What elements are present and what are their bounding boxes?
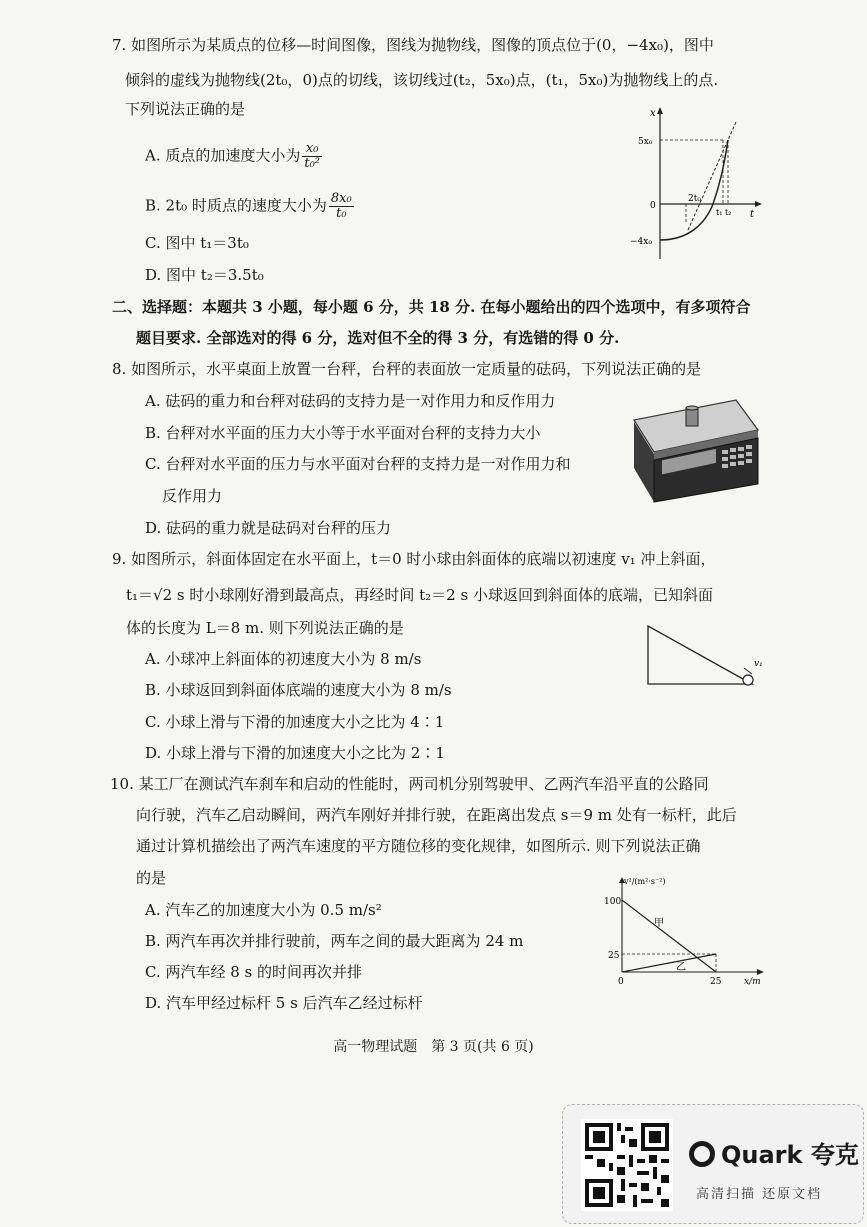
q7-option-b-fraction xyxy=(329,192,354,221)
velocity-arrow xyxy=(744,668,752,674)
quark-brand xyxy=(689,1135,859,1170)
qr-code-icon xyxy=(581,1119,673,1211)
q9-stem-line3: 体的长度为 L＝8 m. 则下列说法正确的是 xyxy=(126,619,404,637)
label-t1-t2: t₁ t₂ xyxy=(716,208,732,217)
q8-scale-image xyxy=(626,392,760,504)
q10-option-b: B. 两汽车再次并排行驶前，两车之间的最大距离为 24 m xyxy=(145,932,524,950)
q9-option-d: D. 小球上滑与下滑的加速度大小之比为 2∶1 xyxy=(145,744,445,762)
q9-option-c: C. 小球上滑与下滑的加速度大小之比为 4∶1 xyxy=(145,713,445,731)
t-axis-label: t xyxy=(750,209,755,220)
section2-heading-line2: 题目要求. 全部选对的得 6 分，选对但不全的得 3 分，有选错的得 0 分. xyxy=(136,329,620,347)
label-2t0: 2t₀ xyxy=(688,194,701,204)
q8-option-a: A. 砝码的重力和台秤对砝码的支持力是一对作用力和反作用力 xyxy=(145,392,556,410)
weight-top xyxy=(686,406,698,410)
q8-option-d: D. 砝码的重力就是砝码对台秤的压力 xyxy=(145,519,392,537)
q9-stem-line1: 9. 如图所示，斜面体固定在水平面上，t＝0 时小球由斜面体的底端以初速度 v₁ 冲上斜面， xyxy=(112,550,716,568)
line-yi xyxy=(622,954,716,972)
quark-brand-text: Quark 夸克 xyxy=(721,1141,859,1169)
incline-triangle xyxy=(648,626,752,684)
label-yi: 乙 xyxy=(676,962,686,973)
q10-stem-line3: 通过计算机描绘出了两汽车速度的平方随位移的变化规律，如图所示. 则下列说法正确 xyxy=(136,837,701,855)
q8-option-c-line1: C. 台秤对水平面的压力与水平面对台秤的支持力是一对作用力和 xyxy=(145,455,571,473)
q8-option-b: B. 台秤对水平面的压力大小等于水平面对台秤的支持力大小 xyxy=(145,424,541,442)
q7-stem-line1: 7. 如图所示为某质点的位移—时间图像，图线为抛物线，图像的顶点位于(0，−4x₀)，图中 xyxy=(112,36,714,54)
ball xyxy=(743,675,753,685)
q9-stem-line2: t₁＝√2 s 时小球刚好滑到最高点，再经时间 t₂＝2 s 小球返回到斜面体的底端，已知斜面 xyxy=(126,586,713,604)
label-origin: 0 xyxy=(650,201,656,211)
q7-option-a xyxy=(145,142,322,171)
frac-numerator: 8x₀ xyxy=(330,191,352,206)
q7-option-b xyxy=(145,192,354,221)
frac-denominator: t₀² xyxy=(304,156,321,171)
label-jia: 甲 xyxy=(654,918,664,929)
frac-denominator: t₀ xyxy=(336,206,347,221)
label-5x0: 5x₀ xyxy=(638,137,653,147)
q7-option-d: D. 图中 t₂＝3.5t₀ xyxy=(145,266,264,284)
q9-incline-figure xyxy=(644,622,766,688)
q8-option-c-line2: 反作用力 xyxy=(162,487,223,505)
line-jia xyxy=(622,900,716,972)
parabola-curve xyxy=(660,140,728,240)
frac-numerator: x₀ xyxy=(302,142,322,157)
q10-stem-line1: 10. 某工厂在测试汽车刹车和启动的性能时，两司机分别驾驶甲、乙两汽车沿平直的公路同 xyxy=(110,775,709,793)
xlabel: x/m xyxy=(744,977,761,987)
tick-0: 0 xyxy=(618,977,624,987)
page-footer: 高一物理试题 第 3 页(共 6 页) xyxy=(333,1039,534,1055)
section2-heading-line1: 二、选择题：本题共 3 小题，每小题 6 分，共 18 分. 在每小题给出的四个选项中，有多项符合 xyxy=(112,298,751,316)
q10-v2x-graph xyxy=(600,872,772,990)
q7-stem-line3: 下列说法正确的是 xyxy=(125,100,246,118)
q10-option-d: D. 汽车甲经过标杆 5 s 后汽车乙经过标杆 xyxy=(145,994,423,1012)
tick-100: 100 xyxy=(604,897,622,907)
quark-tagline: 高清扫描 还原文档 xyxy=(696,1187,823,1202)
q9-option-a: A. 小球冲上斜面体的初速度大小为 8 m/s xyxy=(145,650,422,668)
x-axis-arrow xyxy=(657,107,663,114)
quark-watermark xyxy=(562,1104,864,1224)
ylabel: v²/(m²·s⁻²) xyxy=(624,877,666,886)
q7-option-a-fraction xyxy=(302,142,322,171)
x-axis-label: x xyxy=(650,108,656,119)
q7-option-a-text: A. 质点的加速度大小为 xyxy=(145,146,301,165)
q7-xt-graph xyxy=(628,104,768,266)
q7-option-c: C. 图中 t₁＝3t₀ xyxy=(145,234,249,252)
quark-logo-icon xyxy=(689,1141,715,1167)
q7-option-b-text: B. 2t₀ 时质点的速度大小为 xyxy=(145,196,327,215)
x-axis-arrow xyxy=(757,969,764,975)
label-neg4x0: −4x₀ xyxy=(630,237,652,247)
tick-25y: 25 xyxy=(608,951,620,961)
t-axis-arrow xyxy=(755,201,762,207)
tick-25x: 25 xyxy=(710,977,722,987)
q9-option-b: B. 小球返回到斜面体底端的速度大小为 8 m/s xyxy=(145,681,452,699)
q10-option-a: A. 汽车乙的加速度大小为 0.5 m/s² xyxy=(145,901,382,919)
q8-stem: 8. 如图所示，水平桌面上放置一台秤，台秤的表面放一定质量的砝码，下列说法正确的是 xyxy=(112,360,702,378)
v1-label: v₁ xyxy=(754,659,763,669)
q10-option-c: C. 两汽车经 8 s 的时间再次并排 xyxy=(145,963,363,981)
q7-stem-line2: 倾斜的虚线为抛物线(2t₀，0)点的切线，该切线过(t₂，5x₀)点，(t₁，5x₀)为抛物线上的点. xyxy=(125,71,719,89)
q10-stem-line2: 向行驶，汽车乙启动瞬间，两汽车刚好并排行驶，在距离出发点 s＝9 m 处有一标杆，此后 xyxy=(136,806,737,824)
weight-block xyxy=(686,408,698,426)
q10-stem-line4: 的是 xyxy=(136,869,167,887)
